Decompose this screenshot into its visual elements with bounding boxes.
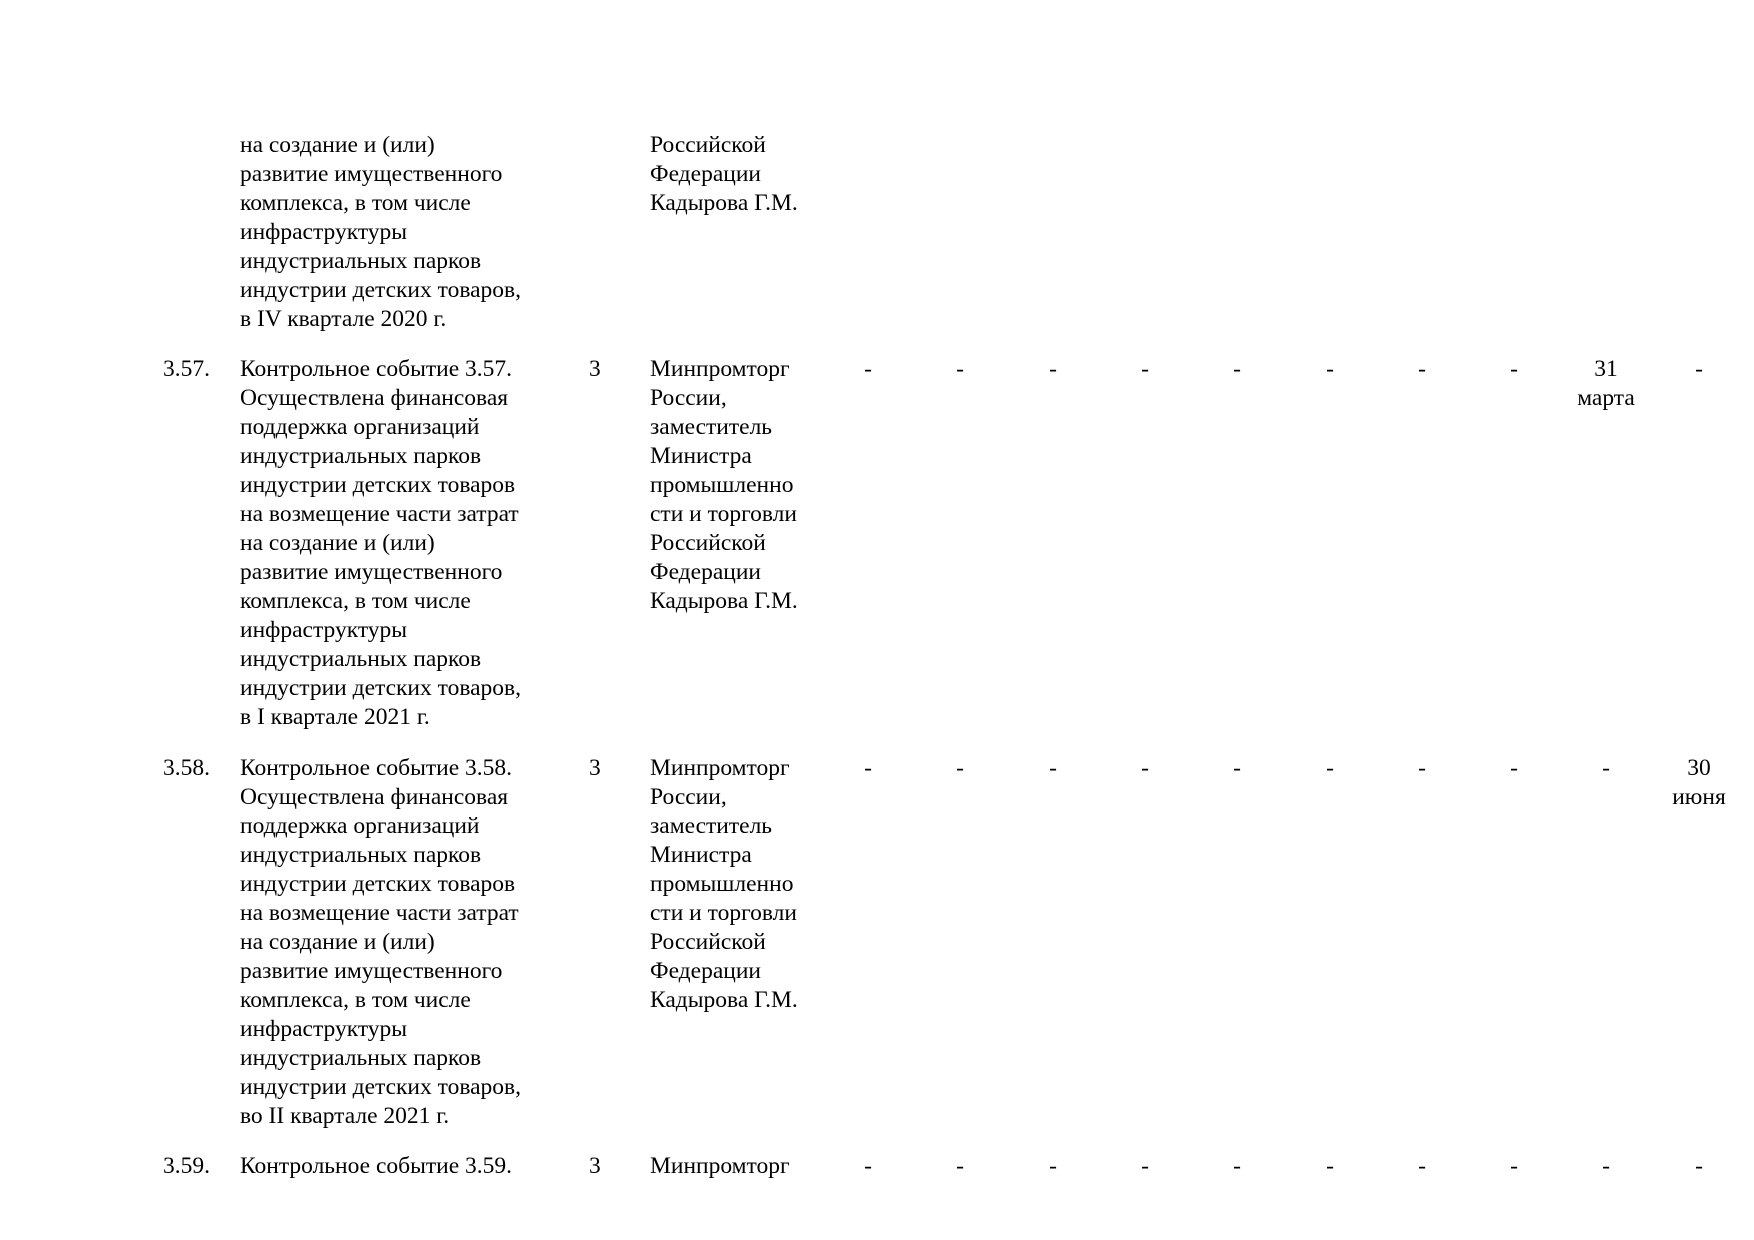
event-description-line: индустрии детских товаров <box>240 472 516 498</box>
quarter-cell <box>1669 754 1729 812</box>
quarter-cell-line: - <box>1510 1153 1518 1179</box>
responsible-executor-line: сти и торговли <box>650 900 797 926</box>
responsible-executor-line: заместитель <box>650 813 773 839</box>
event-description-line: в IV квартале 2020 г. <box>240 306 447 332</box>
event-description-line: Осуществлена финансовая <box>240 784 509 810</box>
quarter-cell-line: - <box>1326 356 1334 382</box>
quarter-cell <box>1207 355 1267 384</box>
event-description-line: Контрольное событие 3.58. <box>240 755 513 781</box>
quarter-cell <box>1392 1152 1452 1181</box>
event-description-line: Контрольное событие 3.57. <box>240 356 513 382</box>
quarter-cell <box>838 754 898 783</box>
event-description-line: индустрии детских товаров, <box>240 1074 522 1100</box>
quarter-cell <box>1207 754 1267 783</box>
responsible-executor-line: сти и торговли <box>650 501 797 527</box>
event-description-line: индустриальных парков <box>240 842 482 868</box>
quarter-cell-line: - <box>1602 1153 1610 1179</box>
level-value: 3 <box>589 1153 601 1179</box>
quarter-cell-line: 30 <box>1687 755 1711 781</box>
quarter-cell <box>1023 754 1083 783</box>
event-description-line: поддержка организаций <box>240 813 480 839</box>
quarter-cell <box>1484 355 1544 384</box>
quarter-cell <box>930 754 990 783</box>
quarter-cell-line: - <box>1233 1153 1241 1179</box>
quarter-cell <box>1115 1152 1175 1181</box>
quarter-cell <box>930 1152 990 1181</box>
quarter-cell <box>1576 1152 1636 1181</box>
quarter-cell <box>1300 1152 1360 1181</box>
quarter-cell-line: - <box>1418 1153 1426 1179</box>
quarter-cell <box>1115 754 1175 783</box>
event-description-line: индустрии детских товаров, <box>240 675 522 701</box>
quarter-cell-line: - <box>1049 1153 1057 1179</box>
event-description-line: инфраструктуры <box>240 219 408 245</box>
event-description-line: индустриальных парков <box>240 646 482 672</box>
quarter-cell-line: - <box>864 755 872 781</box>
row-number: 3.59. <box>163 1153 210 1179</box>
event-description-line: на создание и (или) <box>240 929 435 955</box>
quarter-cell-line: - <box>1695 356 1703 382</box>
event-description-line: развитие имущественного <box>240 559 503 585</box>
row-number: 3.58. <box>163 755 210 781</box>
responsible-executor-line: России, <box>650 784 727 810</box>
quarter-cell <box>1484 754 1544 783</box>
event-description-line: индустриальных парков <box>240 248 482 274</box>
event-description-line: на создание и (или) <box>240 530 435 556</box>
event-description-line: на возмещение части затрат <box>240 501 519 527</box>
quarter-cell-line: - <box>956 356 964 382</box>
quarter-cell-line: марта <box>1577 385 1635 411</box>
quarter-cell-line: - <box>1510 755 1518 781</box>
responsible-executor-line: Минпромторг <box>650 755 790 781</box>
responsible-executor <box>650 1152 850 1181</box>
quarter-cell <box>1023 1152 1083 1181</box>
event-description-line: инфраструктуры <box>240 617 408 643</box>
row-number: 3.57. <box>163 356 210 382</box>
responsible-executor-line: Кадырова Г.М. <box>650 190 798 216</box>
responsible-executor-line: Минпромторг <box>650 356 790 382</box>
event-description-line: комплекса, в том числе <box>240 588 471 614</box>
event-description <box>240 1152 550 1181</box>
event-description-line: поддержка организаций <box>240 414 480 440</box>
event-description-line: инфраструктуры <box>240 1016 408 1042</box>
responsible-executor-line: Российской <box>650 132 766 158</box>
quarter-cell <box>1576 355 1636 413</box>
responsible-executor-line: Федерации <box>650 161 761 187</box>
event-description-line: индустриальных парков <box>240 443 482 469</box>
event-description <box>240 355 550 732</box>
quarter-cell-line: - <box>1418 356 1426 382</box>
responsible-executor-line: Министра <box>650 443 752 469</box>
quarter-cell-line: - <box>1326 1153 1334 1179</box>
event-description-line: во II квартале 2021 г. <box>240 1103 450 1129</box>
responsible-executor-line: Российской <box>650 530 766 556</box>
quarter-cell-line: - <box>956 755 964 781</box>
responsible-executor <box>650 355 850 616</box>
quarter-cell-line: - <box>864 1153 872 1179</box>
event-description-line: индустрии детских товаров, <box>240 277 522 303</box>
quarter-cell-line: - <box>1510 356 1518 382</box>
event-description-line: в I квартале 2021 г. <box>240 704 430 730</box>
quarter-cell <box>1115 355 1175 384</box>
quarter-cell <box>1484 1152 1544 1181</box>
event-description-line: на создание и (или) <box>240 132 435 158</box>
quarter-cell <box>838 1152 898 1181</box>
event-description-line: индустрии детских товаров <box>240 871 516 897</box>
responsible-executor-line: Минпромторг <box>650 1153 790 1179</box>
responsible-executor-line: промышленно <box>650 871 794 897</box>
responsible-executor-line: промышленно <box>650 472 794 498</box>
quarter-cell <box>1669 355 1729 384</box>
event-description-line: Осуществлена финансовая <box>240 385 509 411</box>
event-description-line: комплекса, в том числе <box>240 987 471 1013</box>
quarter-cell <box>1576 754 1636 783</box>
responsible-executor-line: заместитель <box>650 414 773 440</box>
quarter-cell-line: июня <box>1672 784 1726 810</box>
quarter-cell <box>1207 1152 1267 1181</box>
event-description-line: на возмещение части затрат <box>240 900 519 926</box>
responsible-executor-line: Федерации <box>650 559 761 585</box>
event-description-line: индустриальных парков <box>240 1045 482 1071</box>
quarter-cell-line: - <box>1233 755 1241 781</box>
responsible-executor-line: Кадырова Г.М. <box>650 588 798 614</box>
quarter-cell-line: - <box>1602 755 1610 781</box>
quarter-cell-line: - <box>1141 1153 1149 1179</box>
quarter-cell-line: - <box>1326 755 1334 781</box>
quarter-cell <box>1023 355 1083 384</box>
responsible-executor-line: России, <box>650 385 727 411</box>
responsible-executor-line: Федерации <box>650 958 761 984</box>
quarter-cell <box>838 355 898 384</box>
event-description <box>240 131 550 334</box>
quarter-cell <box>1669 1152 1729 1181</box>
quarter-cell <box>1300 355 1360 384</box>
quarter-cell-line: 31 <box>1594 356 1618 382</box>
quarter-cell <box>930 355 990 384</box>
responsible-executor <box>650 131 850 218</box>
quarter-cell <box>1392 355 1452 384</box>
event-description-line: Контрольное событие 3.59. <box>240 1153 513 1179</box>
responsible-executor-line: Министра <box>650 842 752 868</box>
responsible-executor <box>650 754 850 1015</box>
quarter-cell-line: - <box>864 356 872 382</box>
quarter-cell-line: - <box>1141 755 1149 781</box>
event-description-line: комплекса, в том числе <box>240 190 471 216</box>
level-value: 3 <box>589 356 601 382</box>
quarter-cell <box>1300 754 1360 783</box>
quarter-cell-line: - <box>1695 1153 1703 1179</box>
event-description-line: развитие имущественного <box>240 958 503 984</box>
event-description <box>240 754 550 1131</box>
quarter-cell-line: - <box>1418 755 1426 781</box>
quarter-cell <box>1392 754 1452 783</box>
quarter-cell-line: - <box>1141 356 1149 382</box>
responsible-executor-line: Российской <box>650 929 766 955</box>
responsible-executor-line: Кадырова Г.М. <box>650 987 798 1013</box>
event-description-line: развитие имущественного <box>240 161 503 187</box>
quarter-cell-line: - <box>1049 755 1057 781</box>
quarter-cell-line: - <box>956 1153 964 1179</box>
quarter-cell-line: - <box>1049 356 1057 382</box>
level-value: 3 <box>589 755 601 781</box>
quarter-cell-line: - <box>1233 356 1241 382</box>
